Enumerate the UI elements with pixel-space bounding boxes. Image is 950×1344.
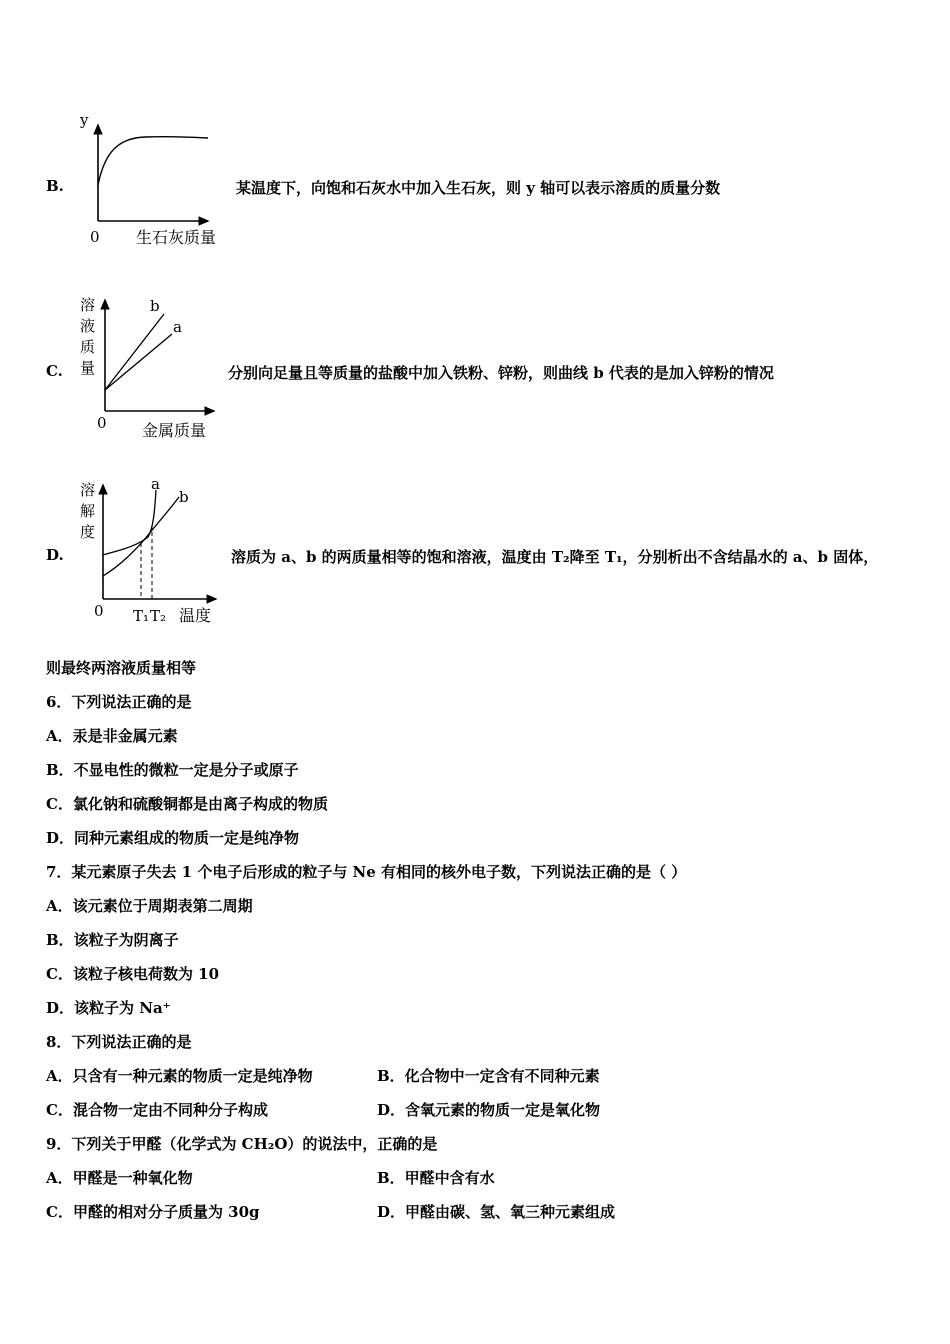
graph-d-t1: T₁ — [133, 607, 150, 625]
option-c-letter: C. — [46, 362, 63, 380]
q7-option-d: D．该粒子为 Na⁺ — [46, 999, 171, 1017]
option-b-letter: B. — [46, 177, 64, 195]
q8-option-b: B．化合物中一定含有不同种元素 — [377, 1067, 600, 1085]
graph-d-b-label: b — [179, 488, 189, 506]
graph-c-line-b — [105, 314, 164, 390]
graph-c-b-label: b — [150, 297, 160, 315]
q7-option-b: B．该粒子为阴离子 — [46, 931, 179, 949]
graph-d-y-label-2: 解 — [80, 502, 96, 520]
graph-b-origin: 0 — [90, 228, 100, 246]
option-d-text: 溶质为 a、b 的两质量相等的饱和溶液，温度由 T₂降至 T₁，分别析出不含结晶水的 a、b 固体， — [231, 548, 879, 566]
graph-d-curve-a — [103, 490, 156, 555]
graph-b-x-label: 生石灰质量 — [136, 228, 217, 247]
q9-option-b: B．甲醛中含有水 — [377, 1169, 495, 1187]
q7-stem: 7．某元素原子失去 1 个电子后形成的粒子与 Ne 有相同的核外电子数，下列说法正确的是（ ） — [46, 863, 687, 881]
graph-c-a-label: a — [173, 318, 182, 336]
graph-d — [76, 475, 236, 635]
graph-c-y-label-1: 溶 — [80, 296, 96, 314]
q6-stem: 6．下列说法正确的是 — [46, 693, 192, 711]
option-c-text: 分别向足量且等质量的盐酸中加入铁粉、锌粉，则曲线 b 代表的是加入锌粉的情况 — [228, 364, 774, 382]
q9-option-a: A．甲醛是一种氧化物 — [46, 1169, 193, 1187]
q6-option-b: B．不显电性的微粒一定是分子或原子 — [46, 761, 299, 779]
graph-c-line-a — [105, 334, 172, 390]
q8-option-c: C．混合物一定由不同种分子构成 — [46, 1101, 268, 1119]
graph-b-y-label: y — [80, 111, 89, 129]
graph-d-x-label: 温度 — [179, 606, 212, 625]
graph-c — [76, 290, 236, 450]
option-d-continuation: 则最终两溶液质量相等 — [46, 659, 197, 677]
graph-d-y-label-3: 度 — [80, 523, 96, 541]
q7-option-a: A．该元素位于周期表第二周期 — [46, 897, 253, 915]
q6-option-c: C．氯化钠和硫酸铜都是由离子构成的物质 — [46, 795, 328, 813]
option-d-letter: D. — [46, 546, 64, 564]
graph-d-origin: 0 — [94, 602, 104, 620]
graph-c-y-label-2: 液 — [80, 317, 96, 335]
graph-d-y-label-1: 溶 — [80, 481, 96, 499]
graph-b-curve — [98, 137, 208, 185]
graph-c-origin: 0 — [97, 414, 107, 432]
graph-c-y-label-4: 量 — [80, 359, 96, 377]
q7-option-c: C．该粒子核电荷数为 10 — [46, 965, 220, 983]
q8-option-a: A．只含有一种元素的物质一定是纯净物 — [46, 1067, 313, 1085]
q8-stem: 8．下列说法正确的是 — [46, 1033, 192, 1051]
graph-c-x-label: 金属质量 — [142, 421, 207, 440]
q6-option-a: A．汞是非金属元素 — [46, 727, 178, 745]
q6-option-d: D．同种元素组成的物质一定是纯净物 — [46, 829, 300, 847]
q8-option-d: D．含氧元素的物质一定是氧化物 — [377, 1101, 601, 1119]
q9-stem: 9．下列关于甲醛（化学式为 CH₂O）的说法中，正确的是 — [46, 1135, 438, 1153]
graph-d-a-label: a — [151, 475, 160, 493]
graph-c-y-label-3: 质 — [80, 338, 96, 356]
q9-option-c: C．甲醛的相对分子质量为 30g — [46, 1203, 260, 1221]
q9-option-d: D．甲醛由碳、氢、氧三种元素组成 — [377, 1203, 616, 1221]
graph-d-t2: T₂ — [150, 607, 167, 625]
option-b-text: 某温度下，向饱和石灰水中加入生石灰，则 y 轴可以表示溶质的质量分数 — [236, 179, 721, 197]
graph-b — [70, 105, 240, 255]
